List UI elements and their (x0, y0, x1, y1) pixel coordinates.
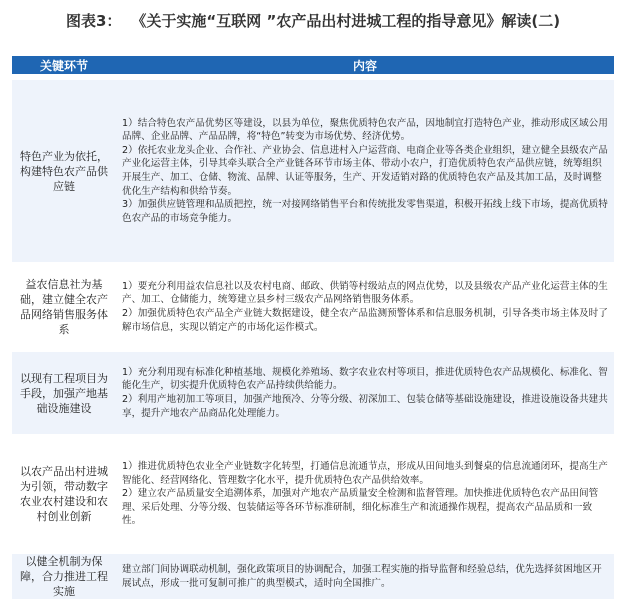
column-header-content: 内容 (116, 56, 614, 74)
content-paragraph: 2）利用产地初加工等项目，加强产地预冷、分等分级、初深加工、包装仓储等基础设施建设，推进设施设备共建共享，提升产地农产品商品化处理能力。 (122, 394, 608, 419)
content-cell (116, 268, 614, 346)
figure-label: 图表3： (65, 11, 122, 30)
table-row (12, 80, 614, 262)
table-row (12, 440, 614, 548)
content-paragraph: 1）推进优质特色农业全产业链数字化转型，打通信息流通节点，形成从田间地头到餐桌的信息流通闭环，提高生产智能化、经营网络化、管理数字化水平，提升优质特色农产品供给效率。 (122, 461, 608, 486)
content-paragraph: 1）充分利用现有标准化种植基地、规模化养殖场、数字农业农村等项目，推进优质特色农产品规模化、标准化、智能化生产，切实提升优质特色农产品持续供给能力。 (122, 366, 608, 392)
key-cell: 以健全机制为保障，合力推进工程实施 (12, 554, 116, 599)
content-paragraph: 2）加强优质特色农产品全产业链大数据建设，健全农产品监测预警体系和信息服务机制，引导各类市场主体及时了解市场信息，实现以销定产的市场化运作模式。 (122, 308, 608, 333)
content-paragraph: 1）结合特色农产品优势区等建设，以县为单位，聚焦优质特色农产品，因地制宜打造特色产业，推动形成区域公用品牌、企业品牌、产品品牌，将“特色”转变为市场优势、经济优势。 (122, 117, 608, 143)
content-cell (116, 440, 614, 548)
column-header-key: 关键环节 (12, 56, 116, 74)
key-cell: 益农信息社为基础，建立健全农产品网络销售服务体系 (12, 268, 116, 346)
table-row (12, 554, 614, 599)
table-row (12, 268, 614, 346)
content-paragraph: 2）建立农产品质量安全追溯体系，加强对产地农产品质量安全检测和监督管理。加快推进优质特色农产品田间管理、采后处理、分等分级、包装储运等各环节标准研制，细化标准生产和流通操作规程，提高农产品品质和一致性。 (122, 488, 599, 527)
chart-title (0, 0, 626, 40)
policy-table (12, 56, 614, 599)
key-cell: 以农产品出村进城为引领，带动数字农业农村建设和农村创业创新 (12, 440, 116, 548)
content-paragraph: 3）加强供应链管理和品质把控，统一对接网络销售平台和传统批发零售渠道，积极开拓线上线下市场，提高优质特色农产品的市场竞争能力。 (122, 199, 608, 224)
figure-title: 《关于实施“互联网 ”农产品出村进城工程的指导意见》解读(二) (131, 11, 561, 30)
key-cell: 以现有工程项目为手段，加强产地基础设施建设 (12, 352, 116, 434)
key-cell: 特色产业为依托，构建特色农产品供应链 (12, 80, 116, 262)
content-paragraph: 2）依托农业龙头企业、合作社、产业协会、信息进村入户运营商、电商企业等各类企业组织，建立健全县级农产品产业化运营主体，引导其牵头联合全产业链各环节市场主体、带动小农户，打造优质特色农产品供应链，统筹组织开展生产、加工、仓储、物流、品牌、认证等服务，生产、开发适销对路的优质特色农产品及其加工品，及时调整优化生产结构和供给节奏。 (122, 144, 608, 197)
content-cell (116, 352, 614, 434)
content-paragraph: 1）要充分利用益农信息社以及农村电商、邮政、供销等村级站点的网点优势，以及县级农产品产业化运营主体的生产、加工、仓储能力，统筹建立县乡村三级农产品网络销售服务体系。 (122, 280, 608, 306)
content-cell (116, 554, 614, 599)
content-cell (116, 80, 614, 262)
table-row (12, 352, 614, 434)
table-header-row (12, 56, 614, 74)
content-paragraph: 建立部门间协调联动机制，强化政策项目的协调配合，加强工程实施的指导监督和经验总结，优先选择贫困地区开展试点，形成一批可复制可推广的典型模式，适时向全国推广。 (122, 563, 602, 589)
